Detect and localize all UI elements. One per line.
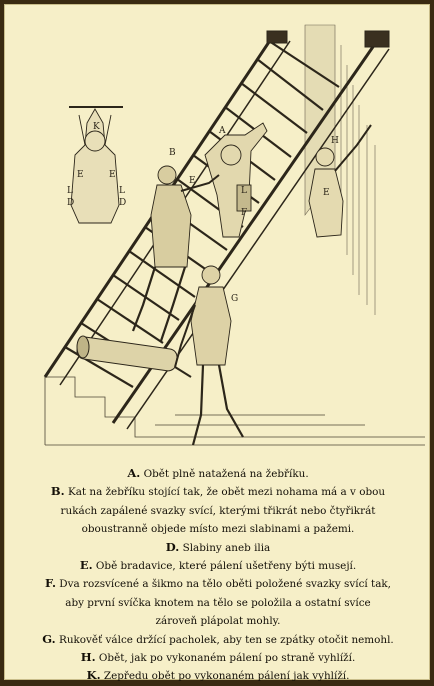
figure-g-assistant — [175, 266, 243, 445]
label-h: H — [331, 136, 339, 146]
label-d-left-1: D — [67, 198, 75, 208]
legend-line: D. Slabiny aneb ilia — [165, 539, 271, 554]
legend-caption — [13, 465, 423, 683]
legend-line: oboustranně objede místo mezi slabinami a pažemi. — [81, 523, 355, 536]
label-a: A — [219, 126, 226, 136]
legend-line: H. Obět, jak po vykonaném pálení po straně vyhlíží. — [80, 650, 356, 665]
legend-line: E. Obě bradavice, které pálení ušetřeny býti musejí. — [79, 558, 357, 573]
legend-line: aby první svíčka knotem na tělo se položila a ostatní svíce — [65, 596, 371, 609]
label-g: G — [231, 294, 239, 304]
floor-and-steps — [45, 377, 425, 445]
legend-line: F. Dva rozsvícené a šikmo na tělo oběti položené svazky svící tak, — [44, 576, 391, 591]
label-f-ladder: F — [241, 208, 248, 218]
ladder-engraving-illustration — [5, 5, 431, 463]
label-d-left-2: D — [119, 198, 127, 208]
label-e-left-2: E — [109, 170, 116, 180]
label-b: B — [169, 148, 176, 158]
legend-line: G. Rukověť válce držící pacholek, aby ten se zpátky otočit nemohl. — [42, 631, 394, 646]
legend-line: K. Zepředu obět po vykonaném pálení jak vyhlíží. — [86, 668, 350, 683]
label-l-left-2: L — [119, 186, 125, 196]
label-l-ladder: L — [241, 186, 247, 196]
label-l-left-1: L — [67, 186, 73, 196]
document-page — [4, 4, 430, 683]
legend-line: rukách zapálené svazky svící, kterými třikrát nebo čtyřikrát — [60, 504, 376, 517]
legend-line: B. Kat na žebříku stojící tak, že obět mezi nohama má a v obou — [50, 484, 386, 499]
legend-line: zároveň plápolat mohly. — [155, 615, 281, 628]
label-e-ladder: E — [189, 176, 196, 186]
legend-line: A. Obět plně natažená na žebříku. — [127, 466, 309, 480]
roller-cylinder — [76, 336, 191, 377]
label-k: K — [93, 122, 100, 132]
label-e-left-1: E — [77, 170, 84, 180]
label-e-right: E — [323, 188, 330, 198]
